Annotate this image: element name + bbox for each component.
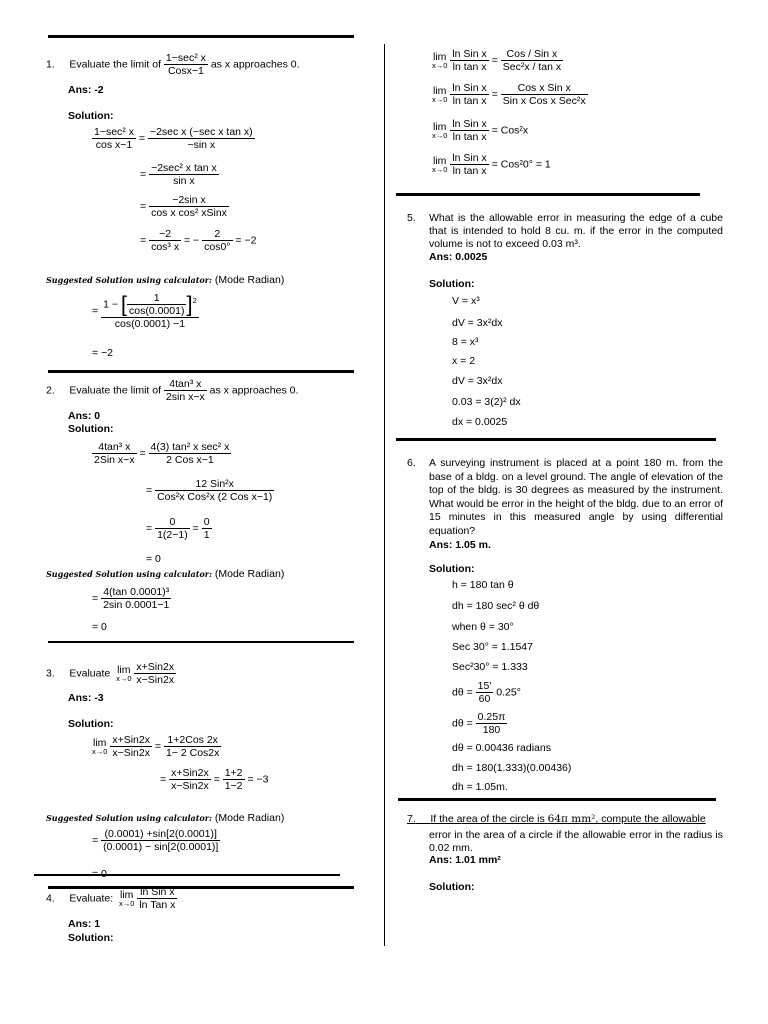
column-divider xyxy=(384,44,385,946)
q1-answer: Ans: -2 xyxy=(68,84,104,96)
q2-step-1: $\frac{\text{4tan³ x}}{\text{2Sin x−x}}$ = $\frac{\text{4(3) tan² x sec² x}}{\text{2 Cos x−1}}$ xyxy=(94,441,230,467)
q5-step-5: dV = 3x²dx xyxy=(452,375,503,387)
rule-r3 xyxy=(398,798,716,801)
q7-question-line-1: 7. If the area of the circle is 64π mm², compute the allowable xyxy=(407,813,706,825)
q1-calculator-result: = −2 xyxy=(92,347,114,359)
q5-step-2: dV = 3x²dx xyxy=(452,317,503,329)
q6-step-9: dh = 180(1.333)(0.00436) xyxy=(452,762,572,774)
q4-step-3: lim x→0 $\frac{\text{ln Sin x}}{\text{ln tan x}}$ = Cos²x xyxy=(432,118,529,144)
q3-calculator-expression: = $\frac{(0.0001) +\sin[2(0.0001)]}{(0.0001) - \sin[2(0.0001)]}$ xyxy=(92,828,219,854)
q1-solution-label: Solution: xyxy=(68,110,114,122)
q3-calculator-result: = 0 xyxy=(92,868,107,880)
q2-step-4: = 0 xyxy=(146,553,161,565)
q2-question: 2. Evaluate the limit of $\frac{\text{4tan³ x}}{\text{2sin x−x}}$ as x approaches 0. xyxy=(46,378,299,404)
q5-number: 5. xyxy=(407,212,416,224)
q3-question: 3. Evaluate lim x→0 $\frac{\text{x+Sin2x}}{\text{x−Sin2x}}$ xyxy=(46,661,175,687)
q6-answer: Ans: 1.05 m. xyxy=(429,539,491,551)
q5-question: What is the allowable error in measuring the edge of a cube that is intended to hold 8 cu. m. if the error in the computed volume is not to exceed 0.03 m³. xyxy=(429,212,723,250)
q4-answer: Ans: 1 xyxy=(68,918,101,930)
q5-step-1: V = x³ xyxy=(452,295,480,307)
q3-solution-label: Solution: xyxy=(68,718,114,730)
rule-q3-a xyxy=(34,874,340,876)
q4-question: 4. Evaluate: lim x→0 $\frac{\text{ln Sin x}}{\text{ln Tan x}}$ xyxy=(46,886,176,912)
rule-r2 xyxy=(396,438,716,441)
q1-step-2: = $\frac{\text{−2sec² x tan x}}{\text{sin x}}$ xyxy=(140,162,217,188)
q7-question-line-2: error in the area of a circle if the allowable error in the radius is 0.02 mm. xyxy=(429,829,723,854)
q6-step-7: dθ = $\frac{0.25\pi}{180}$ xyxy=(452,711,506,737)
top-rule-left xyxy=(48,35,354,38)
q2-expression: $\frac{\text{4tan³ x}}{\text{2sin x−x}}$ xyxy=(165,378,205,404)
rule-q2 xyxy=(48,641,354,643)
q6-solution-label: Solution: xyxy=(429,563,475,575)
q6-step-10: dh = 1.05m. xyxy=(452,781,508,793)
q2-step-3: = $\frac{0}{1(2-1)}$ = $\frac{0}{1}$ xyxy=(146,516,210,542)
q5-step-3: 8 = x³ xyxy=(452,336,479,348)
q6-number: 6. xyxy=(407,457,416,469)
q1-step-1: $\frac{\text{1−sec² x}}{\text{cos x−1}}$ = $\frac{\text{−2sec x (−sec x tan x)}}{\text{−sin x}}$ xyxy=(94,126,253,152)
q4-step-4: lim x→0 $\frac{\text{ln Sin x}}{\text{ln tan x}}$ = Cos²0° = 1 xyxy=(432,152,551,178)
q4-step-1: lim x→0 $\frac{\text{ln Sin x}}{\text{ln tan x}}$ = $\frac{\text{Cos / Sin x}}{\text{Sec²x / tan x}}$ xyxy=(432,48,562,74)
q1-calculator-expression: = 1 − [ $\frac{1}{\cos(0.0001)}$ ]$^2$ cos(0.0001) −1 xyxy=(92,291,197,331)
q3-step-2: = $\frac{\text{x+Sin2x}}{\text{x−Sin2x}}$ = $\frac{1+2}{1-2}$ = −3 xyxy=(160,767,269,793)
q2-step-2: = $\frac{\text{12 Sin²x}}{\text{Cos²x Cos²x (2 Cos x−1)}}$ xyxy=(146,478,273,504)
q7-answer: Ans: 1.01 mm² xyxy=(429,854,501,866)
q6-step-8: dθ = 0.00436 radians xyxy=(452,742,551,754)
q2-calculator-note: Suggested Solution using calculator: (Mode Radian) xyxy=(46,568,285,580)
q5-solution-label: Solution: xyxy=(429,278,475,290)
q2-solution-label: Solution: xyxy=(68,423,114,435)
rule-q1 xyxy=(48,370,354,373)
q3-step-1: lim x→0 $\frac{\text{x+Sin2x}}{\text{x−Sin2x}}$ = $\frac{\text{1+2Cos 2x}}{\text{1− 2 Cos2x}}$ xyxy=(92,734,220,760)
rule-r1 xyxy=(396,193,700,196)
q5-step-7: dx = 0.0025 xyxy=(452,416,508,428)
q6-step-3: when θ = 30° xyxy=(452,621,514,633)
q1-step-4: = $\frac{-2}{\text{cos³ x}}$ = − $\frac{2}{\cos 0^\circ}$ = −2 xyxy=(140,228,257,254)
q2-answer: Ans: 0 xyxy=(68,410,101,422)
q6-step-6: dθ = $\frac{15'}{60}$ 0.25° xyxy=(452,680,521,706)
q4-solution-label: Solution: xyxy=(68,932,114,944)
q5-step-6: 0.03 = 3(2)² dx xyxy=(452,396,521,408)
q1-expression: $\frac{\text{1−sec² x}}{\text{Cosx−1}}$ xyxy=(165,52,206,78)
q2-calculator-expression: = $\frac{\text{4(tan 0.0001)³}}{2\sin 0.0001-1}$ xyxy=(92,586,170,612)
q5-answer: Ans: 0.0025 xyxy=(429,251,488,263)
q2-calculator-result: = 0 xyxy=(92,621,107,633)
q1-calculator-note: Suggested Solution using calculator: (Mode Radian) xyxy=(46,274,285,286)
q7-solution-label: Solution: xyxy=(429,881,475,893)
q4-step-2: lim x→0 $\frac{\text{ln Sin x}}{\text{ln tan x}}$ = $\frac{\text{Cos x Sin x}}{\text{Sin x Cos x Sec²x}}$ xyxy=(432,82,586,108)
q3-calculator-note: Suggested Solution using calculator: (Mode Radian) xyxy=(46,812,285,824)
q6-step-4: Sec 30° = 1.1547 xyxy=(452,641,533,653)
q6-step-1: h = 180 tan θ xyxy=(452,579,514,591)
q3-answer: Ans: -3 xyxy=(68,692,104,704)
q6-step-2: dh = 180 sec² θ dθ xyxy=(452,600,540,612)
q1-question: 1. Evaluate the limit of $\frac{\text{1−sec² x}}{\text{Cosx−1}}$ as x approaches 0. xyxy=(46,52,300,78)
q5-step-4: x = 2 xyxy=(452,355,476,367)
q1-step-3: = $\frac{\text{−2sin x}}{\text{cos x cos² xSinx}}$ xyxy=(140,194,227,220)
q6-question: A surveying instrument is placed at a point 180 m. from the base of a bldg. on a level ground. The angle of elevation of the top of the bldg. is 30 degrees as measured by the instrument. What would be error in the height of the bldg. due to an error of 15 minutes in this measured angle by using differential equation? xyxy=(429,457,723,537)
q6-step-5: Sec²30° = 1.333 xyxy=(452,661,528,673)
q7-area: 64π mm² xyxy=(547,813,596,825)
